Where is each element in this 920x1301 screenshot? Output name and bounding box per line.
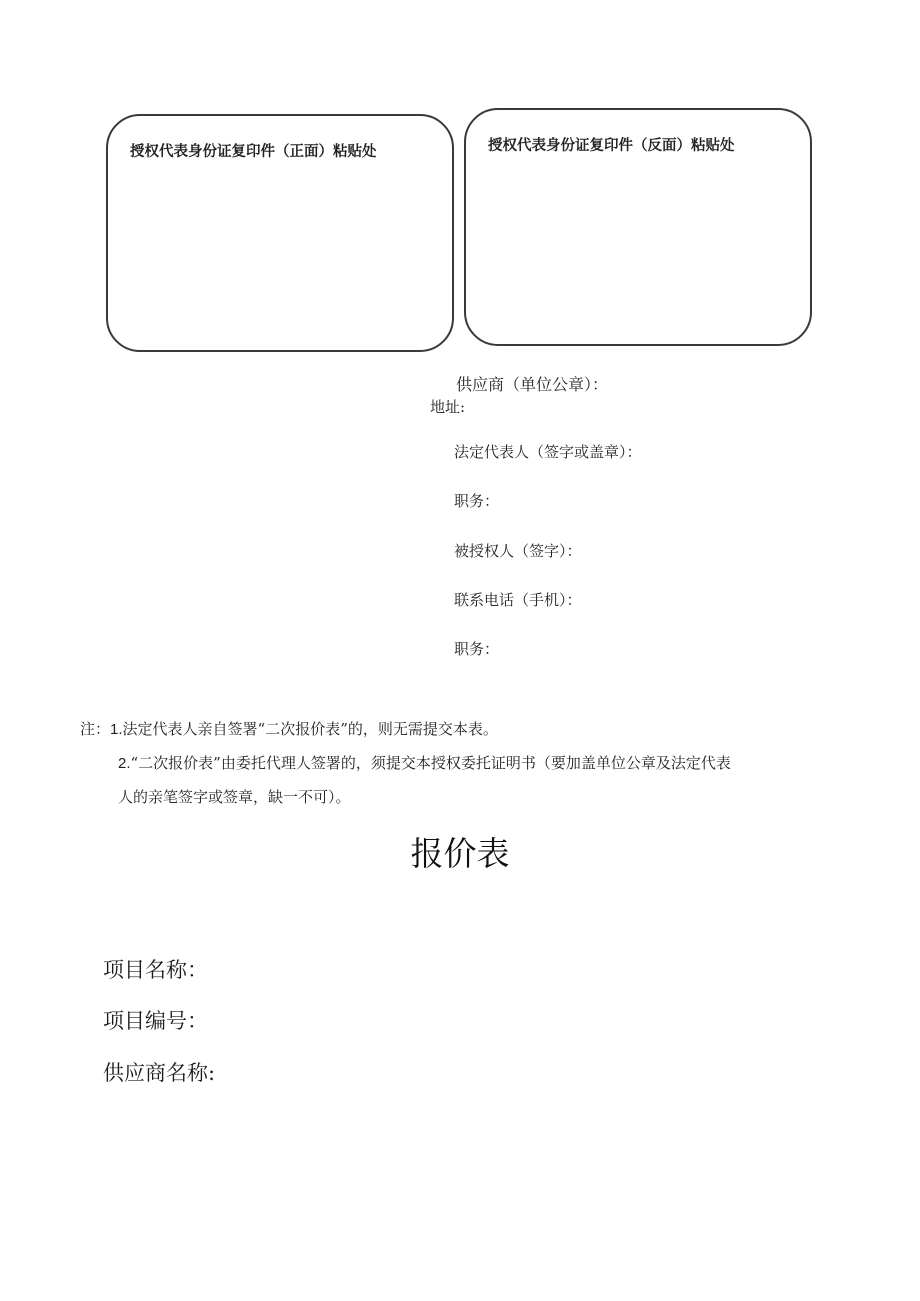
note-1 bbox=[80, 718, 498, 739]
supplier-seal-label: 供应商（单位公章）： bbox=[456, 375, 609, 394]
phone-label: 联系电话（手机）： bbox=[454, 591, 582, 609]
note-2-number: 2. bbox=[118, 755, 131, 772]
project-number-label: 项目编号： bbox=[103, 1009, 208, 1033]
supplier-name-label: 供应商名称: bbox=[103, 1061, 216, 1085]
note-2 bbox=[118, 752, 731, 773]
id-front-paste-box bbox=[106, 114, 454, 352]
note-prefix: 注： bbox=[80, 720, 111, 738]
id-back-paste-box bbox=[464, 108, 812, 346]
note-1-number: 1. bbox=[110, 721, 123, 738]
legal-rep-label: 法定代表人（签字或盖章）： bbox=[454, 443, 642, 461]
position-label-2: 职务： bbox=[454, 640, 500, 658]
note-2-continuation: 人的亲笔签字或签章，缺一不可）。 bbox=[118, 788, 351, 806]
note-1-text: 法定代表人亲自签署“二次报价表”的，则无需提交本表。 bbox=[122, 720, 498, 738]
authorized-person-label: 被授权人（签字）： bbox=[454, 542, 582, 560]
address-label: 地址: bbox=[430, 398, 466, 416]
position-label-1: 职务： bbox=[454, 492, 500, 510]
id-front-label: 授权代表身份证复印件（正面）粘贴处 bbox=[130, 144, 377, 160]
note-2-text: “二次报价表”由委托代理人签署的，须提交本授权委托证明书（要加盖单位公章及法定代表 bbox=[130, 754, 731, 772]
project-name-label: 项目名称： bbox=[103, 958, 208, 982]
quote-form-title: 报价表 bbox=[410, 834, 510, 873]
id-back-label: 授权代表身份证复印件（反面）粘贴处 bbox=[488, 138, 735, 154]
